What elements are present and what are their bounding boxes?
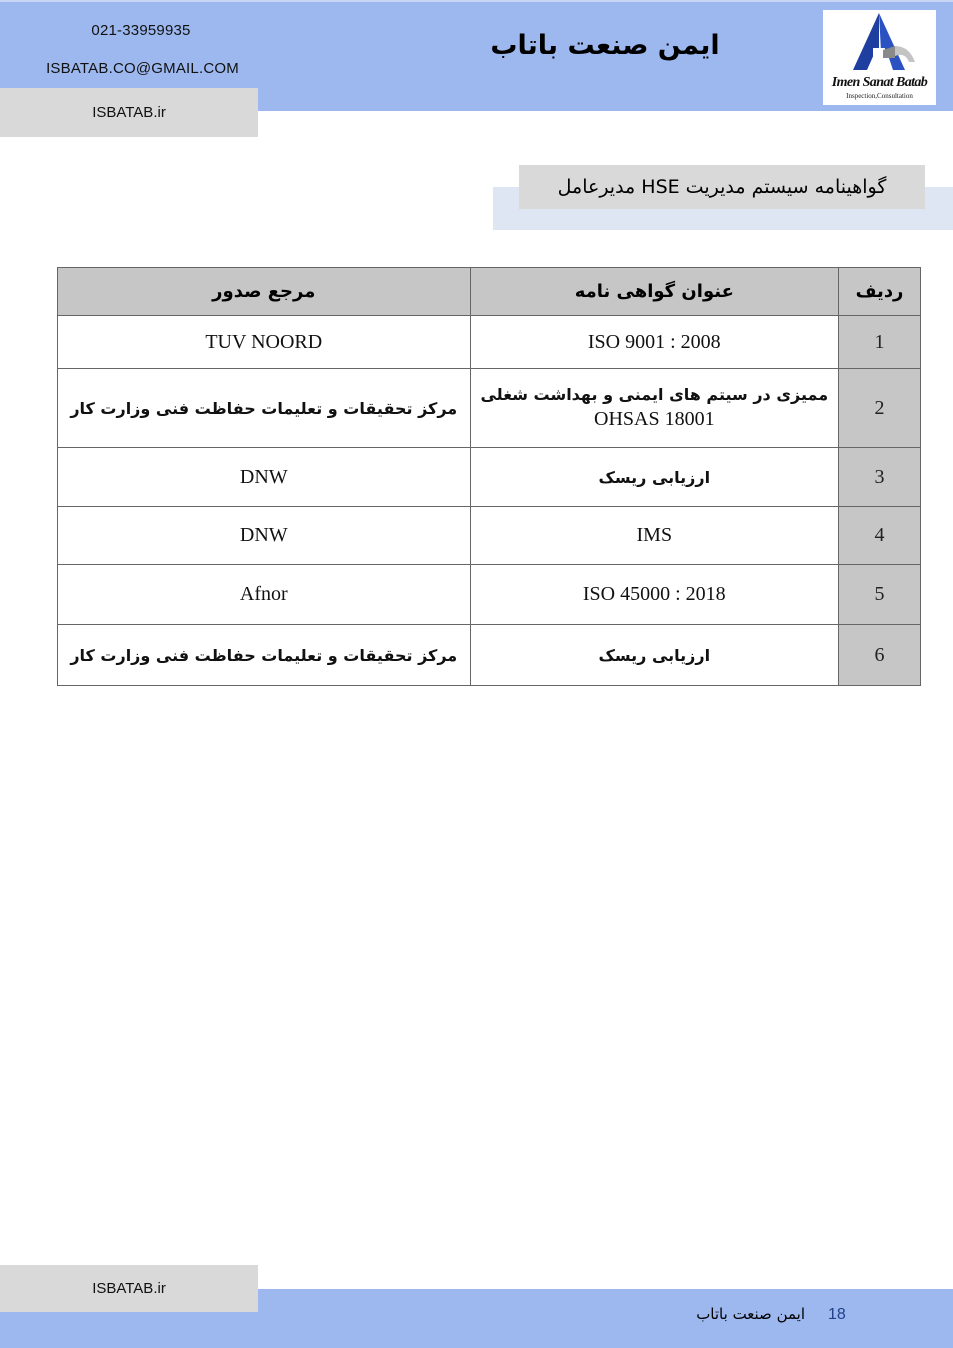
footer-brand: ایمن صنعت باتاب [696,1305,805,1323]
row-number: 5 [839,565,921,625]
header-issuer: مرجع صدور [58,268,471,316]
header-certificate-title: عنوان گواهی نامه [470,268,839,316]
issuer: DNW [58,507,471,565]
phone-number: 021-33959935 [91,22,191,39]
logo-name: Imen Sanat Batab [831,75,928,90]
email-address: ISBATAB.CO@GMAIL.COM [46,60,239,77]
footer-website-box [0,1265,258,1312]
logo-subtitle: Inspection,Consultation [846,92,913,100]
row-number: 4 [839,507,921,565]
certificate-title: ISO 9001 : 2008 [470,316,839,369]
row-number: 1 [839,316,921,369]
issuer: Afnor [58,565,471,625]
section-title-text: گواهینامه سیستم مدیریت HSE مدیرعامل [557,176,887,198]
website-label: ISBATAB.ir [92,104,166,121]
certificate-title: ISO 45000 : 2018 [470,565,839,625]
table-row [58,448,921,507]
footer-website-label: ISBATAB.ir [92,1280,166,1297]
website-box [0,88,258,137]
table-header-row [58,268,921,316]
table-row [58,565,921,625]
table-row [58,625,921,686]
certificates-table [57,267,921,686]
issuer: مرکز تحقیقات و تعلیمات حفاظت فنی وزارت کار [58,369,471,448]
certificate-title: ارزیابی ریسک [470,625,839,686]
issuer: TUV NOORD [58,316,471,369]
certificate-title [470,369,839,448]
row-number: 6 [839,625,921,686]
row-number: 3 [839,448,921,507]
table-row [58,507,921,565]
certificate-title: IMS [470,507,839,565]
header-row-number: ردیف [839,268,921,316]
table-row [58,369,921,448]
issuer: DNW [58,448,471,507]
certificate-title-line1: ممیزی در سیتم های ایمنی و بهداشت شغلی [480,385,829,404]
company-logo [823,10,936,105]
issuer: مرکز تحقیقات و تعلیمات حفاظت فنی وزارت کار [58,625,471,686]
row-number: 2 [839,369,921,448]
certificate-title-line2: OHSAS 18001 [594,408,715,430]
table-row [58,316,921,369]
section-title [519,165,925,209]
certificate-title: ارزیابی ریسک [470,448,839,507]
brand-title: ایمن صنعت باتاب [490,30,720,61]
page-number: 18 [828,1306,846,1323]
